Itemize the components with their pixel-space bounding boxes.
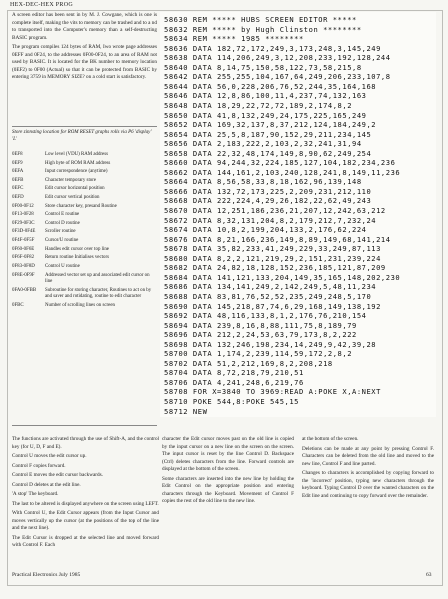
divider xyxy=(12,126,157,127)
address-cell: 0F13-0F28 xyxy=(12,212,34,218)
body-paragraph: Deletions can be made at any point by pressing Control F. Characters can be deleted from the old line and moved to the new line, Control F and line parted. xyxy=(302,445,434,467)
table-row xyxy=(12,238,158,245)
listing-line: 58650 DATA 41,8,132,249,24,175,225,165,249 xyxy=(164,110,367,120)
listing-line: 58636 DATA 182,72,172,249,3,173,248,3,145,249 xyxy=(164,43,381,53)
body-paragraph: 'A stop' The keyboard. xyxy=(12,491,59,498)
body-paragraph: Changes to characters is accomplished by copying forward to the 'incorrect' position, typing new characters through the keyboard. Typing Control D over the wanted characters on the Edit line and continuing to copy forward over the remainder. xyxy=(302,470,434,499)
listing-line: 58700 DATA 1,174,2,239,114,59,172,2,8,2 xyxy=(164,349,353,359)
listing-line: 58630 REM ***** HUBS SCREEN EDITOR ***** xyxy=(164,15,357,24)
listing-line: 58668 DATA 222,224,4,29,26,182,22,62,49,243 xyxy=(164,196,372,206)
listing-line: 58644 DATA 56,0,228,206,76,52,244,35,164,168 xyxy=(164,81,377,91)
listing-line: 58642 DATA 255,255,104,167,64,249,206,233,107,8 xyxy=(164,72,391,82)
description-cell: Subroutine for storing character, Routines to act on by and saver and rotidating, routine to edit character xyxy=(45,287,152,300)
listing-line: 58674 DATA 10,8,2,199,204,133,2,176,62,224 xyxy=(164,225,367,235)
body-paragraph: Control F copies forward. xyxy=(12,462,66,469)
address-cell: 0FA0-0FBB xyxy=(12,287,37,293)
body-paragraph: at the bottom of the screen. xyxy=(302,436,359,442)
address-cell: 0F8E-0F9F xyxy=(12,272,35,278)
listing-line: 58692 DATA 48,116,133,8,1,2,176,76,210,154 xyxy=(164,311,367,321)
intro-text xyxy=(12,12,157,84)
intro-paragraph: A screen editor has been sent in by M. J. Cowgane, which is one is complete itself, making the vits to memory can be trashed and to a nd to transported into the Computer's memory than a self-destructing BASIC program. xyxy=(12,12,157,41)
table-row xyxy=(12,303,158,310)
footer-publication: Practical Electronics July 1985 xyxy=(12,572,81,578)
address-cell: 0EF9 xyxy=(12,160,23,166)
address-cell: 0F00-0F12 xyxy=(12,203,34,209)
page-header: HEX-DEC-HEX PROG xyxy=(10,2,73,8)
address-cell: 0F6F-0F82 xyxy=(12,255,35,261)
listing-line: 58632 REM ***** by Hugh Clinston ******** xyxy=(164,24,362,34)
listing-line: 58654 DATA 25,5,8,187,90,152,29,211,234,145 xyxy=(164,129,372,139)
description-cell: Control U routine xyxy=(45,263,80,269)
body-paragraph: The Edit Cursor is dropped at the selected line and moved forward with Control F. Each xyxy=(12,534,159,549)
listing-line: 58702 DATA 51,2,212,169,8,2,208,218 xyxy=(164,358,333,368)
listing-line: 58670 DATA 12,251,186,236,21,207,12,242,63,212 xyxy=(164,206,386,215)
listing-line: 58640 DATA 8,14,75,150,58,122,73,58,215,8 xyxy=(164,62,362,72)
listing-line: 58678 DATA 35,82,233,41,249,229,33,249,87,113 xyxy=(164,244,381,254)
address-cell: 0F29-0F3C xyxy=(12,220,35,226)
address-cell: 0F60-0F6E xyxy=(12,246,35,252)
address-cell: 0F83-0F8D xyxy=(12,263,35,269)
body-paragraph: With Control U, the Edit Cursor appears (from the Input Cursor and moves vertically up the cursor (at the positions of the top of the line and the next line). xyxy=(12,510,159,532)
listing-line: 58656 DATA 2,183,222,2,103,2,32,241,31,94 xyxy=(164,139,362,149)
listing-line: 58660 DATA 94,244,32,224,185,127,104,182,234,236 xyxy=(164,158,396,168)
description-cell: Character temporary store xyxy=(45,177,97,183)
description-cell: Number of scrolling lines on screen xyxy=(45,302,115,308)
description-cell: Low level (VDU) RAM address xyxy=(45,152,109,157)
body-paragraph: Control E moves the edit cursor backwards. xyxy=(12,472,103,479)
table-row xyxy=(12,161,158,168)
table-row xyxy=(12,212,158,219)
body-column-left xyxy=(12,436,159,552)
address-cell: 0EFA xyxy=(12,169,24,175)
address-cell: 0FBC xyxy=(12,302,24,308)
listing-line: 58690 DATA 145,218,87,74,6,29,168,149,138,192 xyxy=(164,301,381,311)
listing-line: 58672 DATA 8,32,131,204,8,2,179,212,7,232,24 xyxy=(164,215,377,225)
listing-line: 58680 DATA 8,2,2,121,219,29,2,151,231,239,224 xyxy=(164,253,381,263)
body-paragraph: Control U moves the edit cursor up. xyxy=(12,453,87,460)
body-paragraph: The last to be altered is displayed anywhere on the screen using LEFT. xyxy=(12,500,159,507)
listing-line: 58638 DATA 114,206,249,3,12,208,233,192,128,244 xyxy=(164,53,391,63)
address-cell: 0EFC xyxy=(12,186,24,192)
description-cell: Edit cursor horizontal position xyxy=(45,186,105,192)
body-paragraph: Control D deletes at the edit line. xyxy=(12,481,81,488)
address-cell: 0EF8 xyxy=(12,152,23,157)
listing-line: 58688 DATA 83,81,76,52,52,235,249,248,5,170 xyxy=(164,291,372,301)
description-cell: Control D routine xyxy=(45,220,80,226)
intro-paragraph: The program compiles 124 bytes of RAM, Iwo wrote page addresses 0EFF and 0F24, to the addresses 0F00-0F24, to an area of RAM not used by BASIC. It is located for the BK number to memory location (0EF2) to 0F00 (Actual) so that it can be protected from BASIC by entering 3759 in MEMORY SIZE? on a cold start is satisfactory. xyxy=(12,44,157,81)
listing-line: 58694 DATA 239,8,16,8,88,111,75,8,189,79 xyxy=(164,320,357,330)
listing-line: 58696 DATA 212,2,24,53,63,79,173,8,2,222 xyxy=(164,330,357,340)
program-listing xyxy=(160,12,436,417)
listing-line: 58708 FOR X=3840 TO 3969:READ A:POKE X,A:NEXT xyxy=(164,387,381,397)
table-row xyxy=(12,169,158,176)
listing-line: 58710 POKE 544,8:POKE 545,15 xyxy=(164,397,299,406)
body-paragraph: Some characters are inserted into the new line by holding the Edit Control on the appropriate position and entering characters through the Keyboard. Movement of Control F copies the rest of the old line to the new line. xyxy=(162,475,294,505)
table-row xyxy=(12,264,158,271)
table-row xyxy=(12,186,158,193)
listing-line: 58646 DATA 12,8,86,100,11,4,237,74,132,163 xyxy=(164,91,367,101)
table-row xyxy=(12,195,158,202)
listing-line: 58698 DATA 132,246,198,234,14,249,9,42,39,28 xyxy=(164,339,377,349)
listing-line: 58682 DATA 24,82,18,128,152,236,185,121,87,209 xyxy=(164,263,386,273)
listing-line: 58662 DATA 144,161,2,103,240,128,241,8,149,11,236 xyxy=(164,167,401,177)
description-cell: Edit cursor vertical position xyxy=(45,195,100,201)
listing-line: 58648 DATA 18,29,22,72,72,189,2,174,8,2 xyxy=(164,100,353,110)
body-column-middle xyxy=(162,436,294,508)
description-cell: High byte of ROM RAM address xyxy=(45,160,111,166)
table-row xyxy=(12,255,158,262)
table-row xyxy=(12,178,158,185)
body-column-right xyxy=(302,436,434,502)
listing-line: 58634 REM ***** 1985 ******** xyxy=(164,34,304,44)
description-cell: Cursor/U routine xyxy=(45,238,79,244)
description-cell: Input correspondence (anytime) xyxy=(45,169,108,175)
table-row xyxy=(12,204,158,211)
description-cell: Scroller routine xyxy=(45,229,76,235)
body-paragraph: The functions are activated through the use of Shift-A, and the control key (for U, D, F and E). xyxy=(12,436,159,450)
listing-line: 58704 DATA 8,72,218,79,210,51 xyxy=(164,368,304,378)
table-row xyxy=(12,152,158,159)
listing-line: 58666 DATA 132,72,173,225,2,209,231,212,110 xyxy=(164,186,372,196)
description-cell: Addressed vector set up and associated edit cursor on line xyxy=(45,272,150,285)
address-table xyxy=(12,152,158,312)
divider xyxy=(12,425,157,426)
description-cell: Return routine Initialises vectors xyxy=(45,255,109,261)
listing-line: 58686 DATA 134,141,249,2,142,249,5,48,11,234 xyxy=(164,282,377,292)
table-caption: Store zinnsting location for ROM RESET graphs rolls via P6 'display' 'L' xyxy=(12,130,152,142)
address-cell: 0EFD xyxy=(12,195,24,201)
table-row xyxy=(12,229,158,236)
description-cell: Store character key, presand Routine xyxy=(45,203,117,209)
listing-line: 58712 NEW xyxy=(164,406,208,416)
address-cell: 0EFB xyxy=(12,177,24,183)
table-row xyxy=(12,247,158,254)
description-cell: Handles edit cursor over top line xyxy=(45,246,109,252)
table-row xyxy=(12,288,158,301)
description-cell: Control E routine xyxy=(45,212,80,218)
listing-line: 58658 DATA 22,32,48,174,149,8,90,62,249,254 xyxy=(164,148,372,158)
table-row xyxy=(12,273,158,286)
body-paragraph: character the Edit cursor moves past on the old line is copied by the input cursor on a new line on the screen on the screen. The input cursor is reset by the line Control D. Backspace (Ctrl) deletes characters from the line. Forward controls are displayed at the bottom of the screen. xyxy=(162,436,294,473)
listing-line: 58684 DATA 141,121,133,204,149,35,165,148,202,230 xyxy=(164,272,401,282)
address-cell: 0F4F-0F5F xyxy=(12,238,35,244)
address-cell: 0F3D-0F4E xyxy=(12,229,36,235)
table-row xyxy=(12,221,158,228)
page-number: 63 xyxy=(426,572,432,578)
listing-line: 58676 DATA 8,21,166,236,149,8,89,149,68,141,214 xyxy=(164,234,391,244)
listing-line: 58652 DATA 169,32,137,8,37,212,124,184,249,2 xyxy=(164,120,377,130)
listing-line: 58664 DATA 8,56,58,33,8,18,162,96,139,148 xyxy=(164,177,362,187)
listing-line: 58706 DATA 4,241,248,6,219,76 xyxy=(164,377,304,387)
